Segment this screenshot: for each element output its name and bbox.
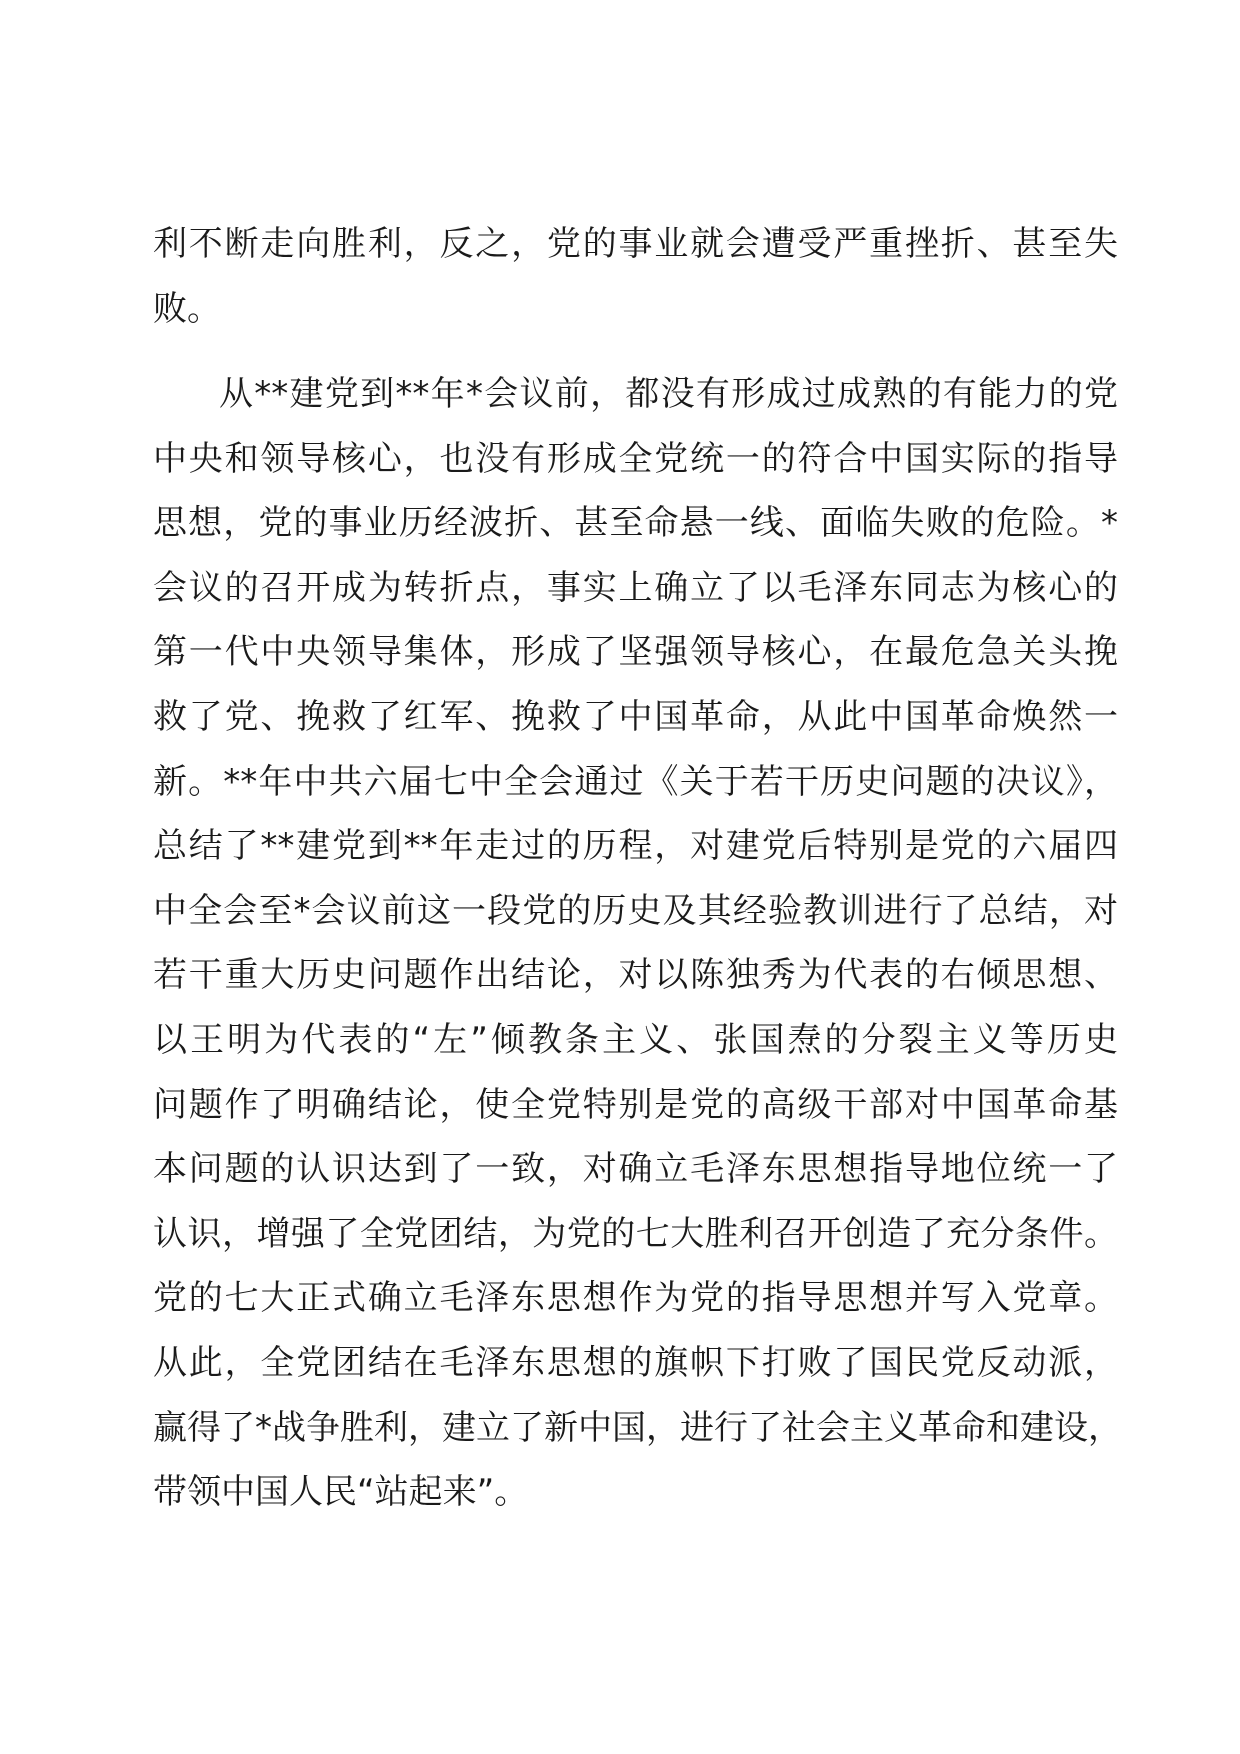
paragraph-line: 中央和领导核心，也没有形成全党统一的符合中国实际的指导 — [153, 438, 1118, 479]
paragraph-2 — [153, 362, 1122, 1525]
paragraph-line: 问题作了明确结论，使全党特别是党的高级干部对中国革命基 — [153, 1084, 1118, 1125]
paragraph-line: 新。**年中共六届七中全会通过《关于若干历史问题的决议》， — [153, 761, 1118, 802]
paragraph-line: 第一代中央领导集体，形成了坚强领导核心，在最危急关头挽 — [153, 632, 1118, 673]
paragraph-line: 利不断走向胜利，反之，党的事业就会遭受严重挫折、甚至失 — [153, 224, 1118, 264]
paragraph-line: 会议的召开成为转折点，事实上确立了以毛泽东同志为核心的 — [153, 567, 1118, 608]
paragraph-line: 从**建党到**年*会议前，都没有形成过成熟的有能力的党 — [219, 374, 1118, 414]
paragraph-line: 若干重大历史问题作出结论，对以陈独秀为代表的右倾思想、 — [153, 955, 1118, 996]
paragraph-line: 救了党、挽救了红军、挽救了中国革命，从此中国革命焕然一 — [153, 696, 1118, 737]
paragraph-line: 败。 — [153, 288, 221, 329]
paragraph-line: 中全会至*会议前这一段党的历史及其经验教训进行了总结，对 — [153, 890, 1118, 931]
paragraph-line: 以王明为代表的“左”倾教条主义、张国焘的分裂主义等历史 — [153, 1019, 1118, 1060]
paragraph-line: 从此，全党团结在毛泽东思想的旗帜下打败了国民党反动派， — [153, 1342, 1118, 1383]
paragraph-line: 党的七大正式确立毛泽东思想作为党的指导思想并写入党章。 — [153, 1278, 1118, 1319]
paragraph-line: 总结了**建党到**年走过的历程，对建党后特别是党的六届四 — [153, 826, 1118, 867]
paragraph-line: 带领中国人民“站起来”。 — [153, 1472, 529, 1513]
paragraph-line: 认识，增强了全党团结，为党的七大胜利召开创造了充分条件。 — [153, 1213, 1118, 1254]
paragraph-1 — [153, 212, 1118, 341]
paragraph-line: 本问题的认识达到了一致，对确立毛泽东思想指导地位统一了 — [153, 1149, 1118, 1190]
paragraph-line: 思想，党的事业历经波折、甚至命悬一线、面临失败的危险。* — [153, 503, 1118, 544]
paragraph-line: 赢得了*战争胜利，建立了新中国，进行了社会主义革命和建设， — [153, 1407, 1122, 1448]
